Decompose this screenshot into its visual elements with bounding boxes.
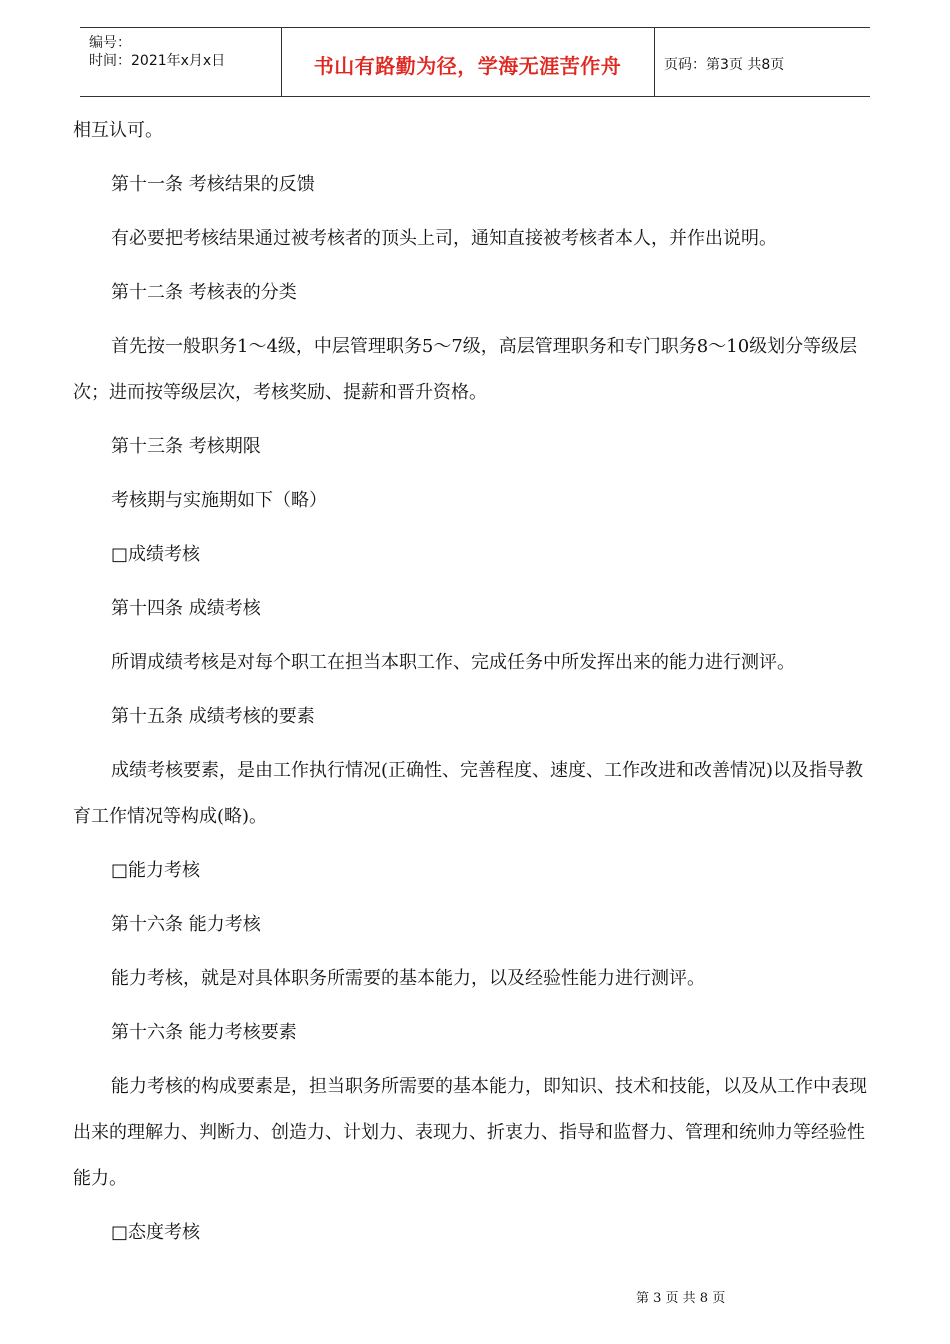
article-heading: 第十三条 考核期限 [111,436,261,457]
paragraph: 能力考核的构成要素是，担当职务所需要的基本能力，即知识、技术和技能，以及从工作中表现出来的理解力、判断力、创造力、计划力、表现力、折衷力、指导和监督力、管理和统帅力等经验性能力。 [73,1076,867,1189]
article-heading: 第十二条 考核表的分类 [111,282,297,303]
paragraph: 能力考核，就是对具体职务所需要的基本能力，以及经验性能力进行测评。 [111,968,705,989]
page-footer: 第 3 页 共 8 页 [636,1291,726,1306]
section-heading: □能力考核 [111,860,201,881]
header-motto: 书山有路勤为径，学海无涯苦作舟 [313,54,622,78]
article-heading: 第十六条 能力考核要素 [111,1022,297,1043]
paragraph: 所谓成绩考核是对每个职工在担当本职工作、完成任务中所发挥出来的能力进行测评。 [111,652,795,673]
paragraph: 首先按一般职务1～4级，中层管理职务5～7级，高层管理职务和专门职务8～10级划分等级层次；进而按等级层次，考核奖励、提薪和晋升资格。 [73,336,858,403]
paragraph: 成绩考核要素，是由工作执行情况(正确性、完善程度、速度、工作改进和改善情况)以及指导教育工作情况等构成(略)。 [73,760,864,827]
paragraph: 考核期与实施期如下（略） [111,490,327,511]
header-page-code: 页码：第3页 共8页 [664,57,785,73]
doc-time: 时间：2021年x月x日 [89,53,226,69]
section-heading: □态度考核 [111,1222,201,1243]
paragraph: 相互认可。 [73,120,163,141]
article-heading: 第十四条 成绩考核 [111,598,261,619]
article-heading: 第十六条 能力考核 [111,914,261,935]
article-heading: 第十五条 成绩考核的要素 [111,706,315,727]
doc-number: 编号： [89,35,131,51]
paragraph: 有必要把考核结果通过被考核者的顶头上司，通知直接被考核者本人，并作出说明。 [111,228,777,249]
document-body [73,108,879,1264]
article-heading: 第十一条 考核结果的反馈 [111,174,315,195]
page-header [80,27,870,97]
header-info-cell [80,28,282,96]
section-heading: □成绩考核 [111,544,201,565]
header-page-cell [655,28,870,96]
header-motto-cell [281,28,655,96]
